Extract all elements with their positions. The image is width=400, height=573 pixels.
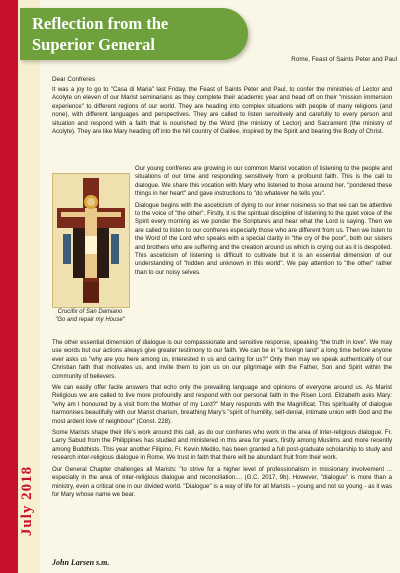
paragraph-4-text: The other essential dimension of dialogue is our compassionate and sensitive response, speaking "the truth in love". We may use words but our actions always give greater testimony to our faith. We can be in "a foreign land" a long time before anyone ever asks us "why are you here among us, interested in us and caring for us?" Only then may we speak authentically of our Christian faith that motivates us, and invite them to join us on our pilgrimage with the Father, Son and Spirit within the community of believers. xyxy=(52,339,392,380)
paragraph-4-7-block xyxy=(52,339,392,502)
greeting: Dear Confreres xyxy=(52,76,96,83)
paragraph-1 xyxy=(52,86,392,139)
paragraph-2-3-column xyxy=(135,165,392,280)
paragraph-1-text: It was a joy to go to "Casa di Maria" last Friday, the Feast of Saints Peter and Paul, to confer the ministries of Lector and Acolyte on eleven of our Marist seminarians as they complete their academic year and head off on their "mission immersion experience" to different regions of our world. They are heading into complex situations with people of many religions (and none), with different languages and perspectives. They are called to listen sensitively and carefully to every person and situation and respond with a faith that is nourished by the Word (the ministry of Lector) and Sacrament (the ministry of Acolyte). They are like Mary heading off into the hill country of Galilee, inspired by the Spirit and bearing the Body of Christ. xyxy=(52,86,392,136)
paragraph-3-text: Dialogue begins with the asceticism of dying to our inner noisiness so that we can be attentive to the voice of "the other". Firstly, it is the spiritual discipline of listening to the quiet voice of the Spirit every morning as we ponder the Scriptures and hear what the Lord is saying. Then we are called to listen to our confreres especially those who are different from us. Then we listen to the Word of the Lord who speaks with a special clarity in "the cry of the poor", both our sisters and brothers who are suffering and the creation around us which is crying out as it is despoiled. This asceticism of listening is difficult to cultivate but it is an essential dimension of our understanding of "hidden and unknown in this world". We pay attention to "the other" rather than to our noisy selves. xyxy=(135,201,392,276)
title-banner xyxy=(20,8,248,60)
caption-line-2: "Go and repair my House" xyxy=(55,317,125,323)
title-line-2: Superior General xyxy=(32,35,155,54)
crucifix-image xyxy=(52,173,130,308)
paragraph-7-text: Our General Chapter challenges all Marists: "to strive for a higher level of professionalism in missionary involvement ... especially in the area of inter-religious dialogue and reconciliation.... (G.C. 2017, 9b). However, "dialogue" is more than a ministry, even a critical one in our divided world. "Dialogue" is a way of life for all Marists – young and not so young - as it was for Mary whose name we bear. xyxy=(52,465,392,498)
paragraph-5-text: We can easily offer facile answers that echo only the prevailing language and opinions of everyone around us. As Marist Religious we are called to live more profoundly and respond with our personal faith in the Risen Lord. Elizabeth asks Mary: "why am I honoured by a visit from the Mother of my Lord?" Mary responds with the Magnificat. This spirituality of dialogue harmonises beautifully with our Marist charism, breathing Mary's "spirit of humility, self-denial, intimate union with God and the most ardent love of neighbour" (Const. 228). xyxy=(52,384,392,425)
page-title xyxy=(32,13,242,55)
image-caption xyxy=(48,308,132,324)
title-line-1: Reflection from the xyxy=(32,14,169,33)
signature: John Larsen s.m. xyxy=(52,558,110,567)
location-date-line: Rome, Feast of Saints Peter and Paul xyxy=(291,56,397,63)
paragraph-2-text: Our young confreres are growing in our common Marist vocation of listening to the people and situations of our time and responding sensitively from a profound faith. This is the call to dialogue. We share this vocation with Mary who listened to those around her, "pondered these things in her heart" and gave instructions to "do whatever he tells you". xyxy=(135,165,392,198)
sidebar-red-stripe xyxy=(0,0,18,573)
paragraph-6-text: Some Marists shape their life's work around this call, as do our confreres who work in the area of inter-religious dialogue. Fr. Larry Sabud from the Philippines has studied and ministered in this area for years, firstly among Muslims and more recently among Buddhists. This year another Filipino, Fr. Kevin Medilo, has been granted a full post-graduate scholarship to study and research inter-religious dialogue in Rome. We trust in faith that there will be abundant fruit from their work. xyxy=(52,429,392,462)
caption-line-1: Crucifix of San Damiano xyxy=(57,309,123,315)
crucifix-icon xyxy=(53,174,129,307)
issue-date: July 2018 xyxy=(19,465,35,537)
